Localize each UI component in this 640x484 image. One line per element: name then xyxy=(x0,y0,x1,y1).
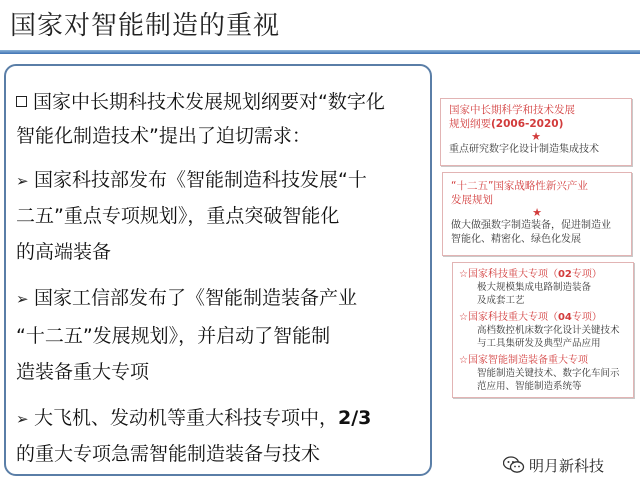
bullet-1-text-1: 国家科技部发布《智能制造科技发展“十 xyxy=(34,169,367,191)
bullet-1-line-2 xyxy=(16,202,339,230)
main-content-panel xyxy=(4,64,432,476)
bullet-1-line-1 xyxy=(16,166,367,195)
box2-body-line-2: 智能化、精密化、绿色化发展 xyxy=(451,234,581,245)
project-04-title-pre: ☆国家科技重大专项（ xyxy=(459,312,558,323)
bullet-2-text-3: 造装备重大专项 xyxy=(16,361,150,383)
smart-mfg-body-1: 智能制造关键技术、数字化车间示 xyxy=(477,368,620,379)
box2-star-icon: ★ xyxy=(532,206,542,219)
bullet-1-line-3 xyxy=(16,238,111,266)
arrow-bullet-icon: ➢ xyxy=(16,172,29,190)
project-04-title xyxy=(459,311,629,324)
intro-text-2: 智能化制造技术”提出了迫切需求： xyxy=(16,125,311,147)
box1-title-pre: 规划纲要 xyxy=(449,118,491,130)
smart-mfg-body-2: 范应用、智能制造系统等 xyxy=(477,381,582,392)
bullet-3-text-1: 大飞机、发动机等重大科技专项中， xyxy=(34,407,339,429)
bullet-2-line-3 xyxy=(16,358,149,386)
box1-title-line-1: 国家中长期科学和技术发展 xyxy=(449,104,575,116)
watermark xyxy=(503,452,637,480)
project-02-title-pre: ☆国家科技重大专项（ xyxy=(459,269,558,280)
bullet-2-text-2: “十二五”发展规划》，并启动了智能制 xyxy=(16,325,331,347)
policy-box-mid-long-term xyxy=(440,98,632,166)
bullet-2-line-1 xyxy=(16,284,357,313)
policy-box-major-projects xyxy=(452,262,634,398)
box1-title-years: (2006-2020) xyxy=(491,118,564,130)
smart-mfg-project-title: ☆国家智能制造装备重大专项 xyxy=(459,355,588,366)
bullet-3-fraction: 2/3 xyxy=(338,407,372,429)
bullet-1-text-2: 二五”重点专项规划》，重点突破智能化 xyxy=(16,205,340,227)
box1-body: 重点研究数字化设计制造集成技术 xyxy=(449,144,599,155)
box2-body-line-1: 做大做强数字制造装备，促进制造业 xyxy=(451,220,611,231)
project-04-body-2: 与工具集研发及典型产品应用 xyxy=(477,338,601,349)
project-02-body-1: 极大规模集成电路制造装备 xyxy=(477,282,592,293)
project-02-body-2: 及成套工艺 xyxy=(477,295,525,306)
policy-diagram xyxy=(432,64,640,484)
intro-line-2 xyxy=(16,122,311,150)
bullet-3-line-2 xyxy=(16,440,320,468)
policy-box-emerging-industry xyxy=(442,172,632,256)
bullet-3-line-1 xyxy=(16,404,371,433)
bullet-2-text-1: 国家工信部发布了《智能制造装备产业 xyxy=(34,287,358,309)
box2-title-line-2: 发展规划 xyxy=(451,194,493,206)
square-bullet-icon xyxy=(16,96,27,107)
project-04-body-1: 高档数控机床数字化设计关键技术 xyxy=(477,325,620,336)
box1-star-icon: ★ xyxy=(531,130,541,143)
arrow-bullet-icon: ➢ xyxy=(16,290,29,308)
project-04-number: 04 xyxy=(557,312,572,323)
project-02-title xyxy=(459,268,629,281)
box2-title-line-1: “十二五”国家战略性新兴产业 xyxy=(451,180,588,192)
bullet-3-text-2: 的重大专项急需智能制造装备与技术 xyxy=(16,443,321,465)
title-divider xyxy=(0,50,640,54)
project-02-number: 02 xyxy=(557,269,572,280)
project-02-title-post: 专项） xyxy=(571,269,602,280)
box1-title-line-2 xyxy=(449,117,623,131)
slide-title: 国家对智能制造的重视 xyxy=(10,11,281,41)
watermark-text: 明月新科技 xyxy=(529,457,605,475)
wechat-icon xyxy=(503,456,525,474)
project-04-title-post: 专项） xyxy=(571,312,602,323)
bullet-2-line-2 xyxy=(16,322,330,350)
intro-text-1: 国家中长期科技术发展规划纲要对“数字化 xyxy=(33,91,385,113)
bullet-1-text-3: 的高端装备 xyxy=(16,241,112,263)
intro-line xyxy=(16,88,385,116)
arrow-bullet-icon: ➢ xyxy=(16,410,29,428)
